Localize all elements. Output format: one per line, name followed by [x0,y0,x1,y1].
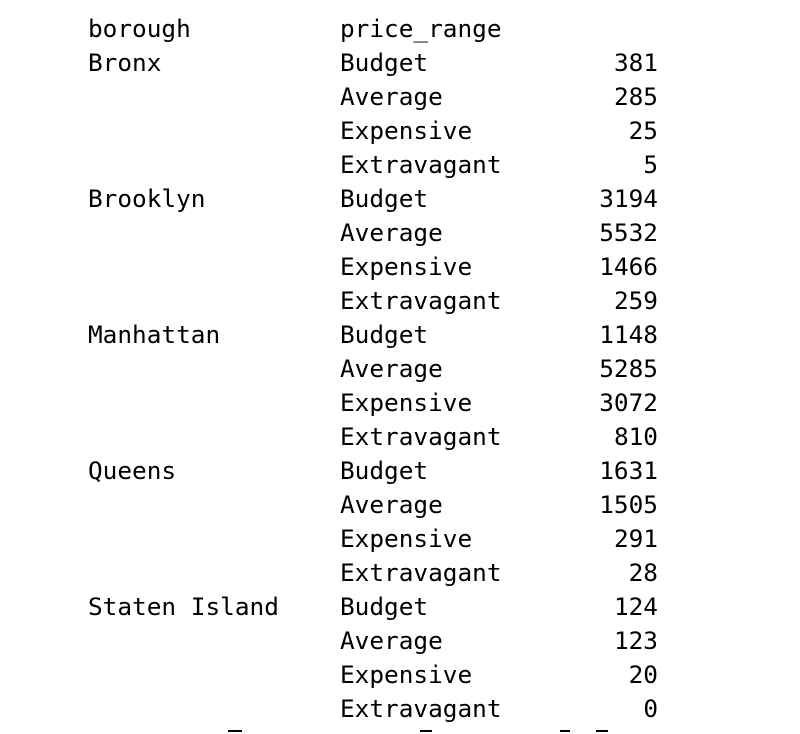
borough-label: Queens [88,456,177,485]
count-value: 20 [628,660,658,689]
index-header-borough: borough [88,14,191,43]
count-value: 0 [643,694,658,723]
data-rows [88,46,658,726]
table-row [88,522,658,556]
table-row [88,454,658,488]
table-row [88,488,658,522]
table-row [88,284,658,318]
price-range-label: Extravagant [340,150,502,179]
borough-label [88,556,340,590]
price-range-label: Expensive [340,252,473,281]
count-value: 1631 [599,456,658,485]
table-row [88,80,658,114]
price-range-label: Average [340,218,443,247]
series-output [88,12,658,726]
price-range-label: Expensive [340,524,473,553]
price-range-label: Budget [340,48,429,77]
table-row [88,420,658,454]
borough-label [88,352,340,386]
table-row [88,114,658,148]
borough-label [88,658,340,692]
price-range-label: Budget [340,320,429,349]
price-range-label: Budget [340,184,429,213]
price-range-label: Expensive [340,116,473,145]
price-range-label: Average [340,82,443,111]
count-value: 810 [613,422,658,451]
table-row [88,352,658,386]
value-header [525,12,658,46]
borough-label [88,216,340,250]
count-value: 124 [613,592,658,621]
borough-label [88,488,340,522]
borough-label [88,522,340,556]
price-range-label: Expensive [340,660,473,689]
borough-label: Manhattan [88,320,221,349]
table-row [88,658,658,692]
borough-label [88,284,340,318]
borough-label: Brooklyn [88,184,206,213]
price-range-label: Budget [340,456,429,485]
borough-label: Staten Island [88,592,279,621]
table-row [88,318,658,352]
count-value: 25 [628,116,658,145]
table-row [88,556,658,590]
borough-label [88,114,340,148]
count-value: 285 [613,82,658,111]
table-row [88,624,658,658]
table-row [88,148,658,182]
price-range-label: Budget [340,592,429,621]
price-range-label: Extravagant [340,558,502,587]
table-row [88,386,658,420]
price-range-label: Extravagant [340,694,502,723]
price-range-label: Average [340,490,443,519]
price-range-label: Average [340,626,443,655]
count-value: 3194 [599,184,658,213]
count-value: 1505 [599,490,658,519]
table-row [88,216,658,250]
table-row [88,250,658,284]
borough-label: Bronx [88,48,162,77]
table-row [88,46,658,80]
price-range-label: Average [340,354,443,383]
header-row [88,12,658,46]
price-range-label: Extravagant [340,422,502,451]
count-value: 3072 [599,388,658,417]
count-value: 28 [628,558,658,587]
count-value: 5285 [599,354,658,383]
borough-label [88,250,340,284]
table-row [88,692,658,726]
count-value: 381 [613,48,658,77]
price-range-label: Extravagant [340,286,502,315]
table-row [88,182,658,216]
borough-label [88,692,340,726]
table-row [88,590,658,624]
count-value: 5532 [599,218,658,247]
count-value: 123 [613,626,658,655]
count-value: 291 [613,524,658,553]
count-value: 1466 [599,252,658,281]
truncated-next-line [0,728,800,734]
price-range-label: Expensive [340,388,473,417]
borough-label [88,148,340,182]
count-value: 5 [643,150,658,179]
index-header-price-range: price_range [340,14,502,43]
borough-label [88,624,340,658]
count-value: 1148 [599,320,658,349]
count-value: 259 [613,286,658,315]
borough-label [88,420,340,454]
borough-label [88,386,340,420]
borough-label [88,80,340,114]
